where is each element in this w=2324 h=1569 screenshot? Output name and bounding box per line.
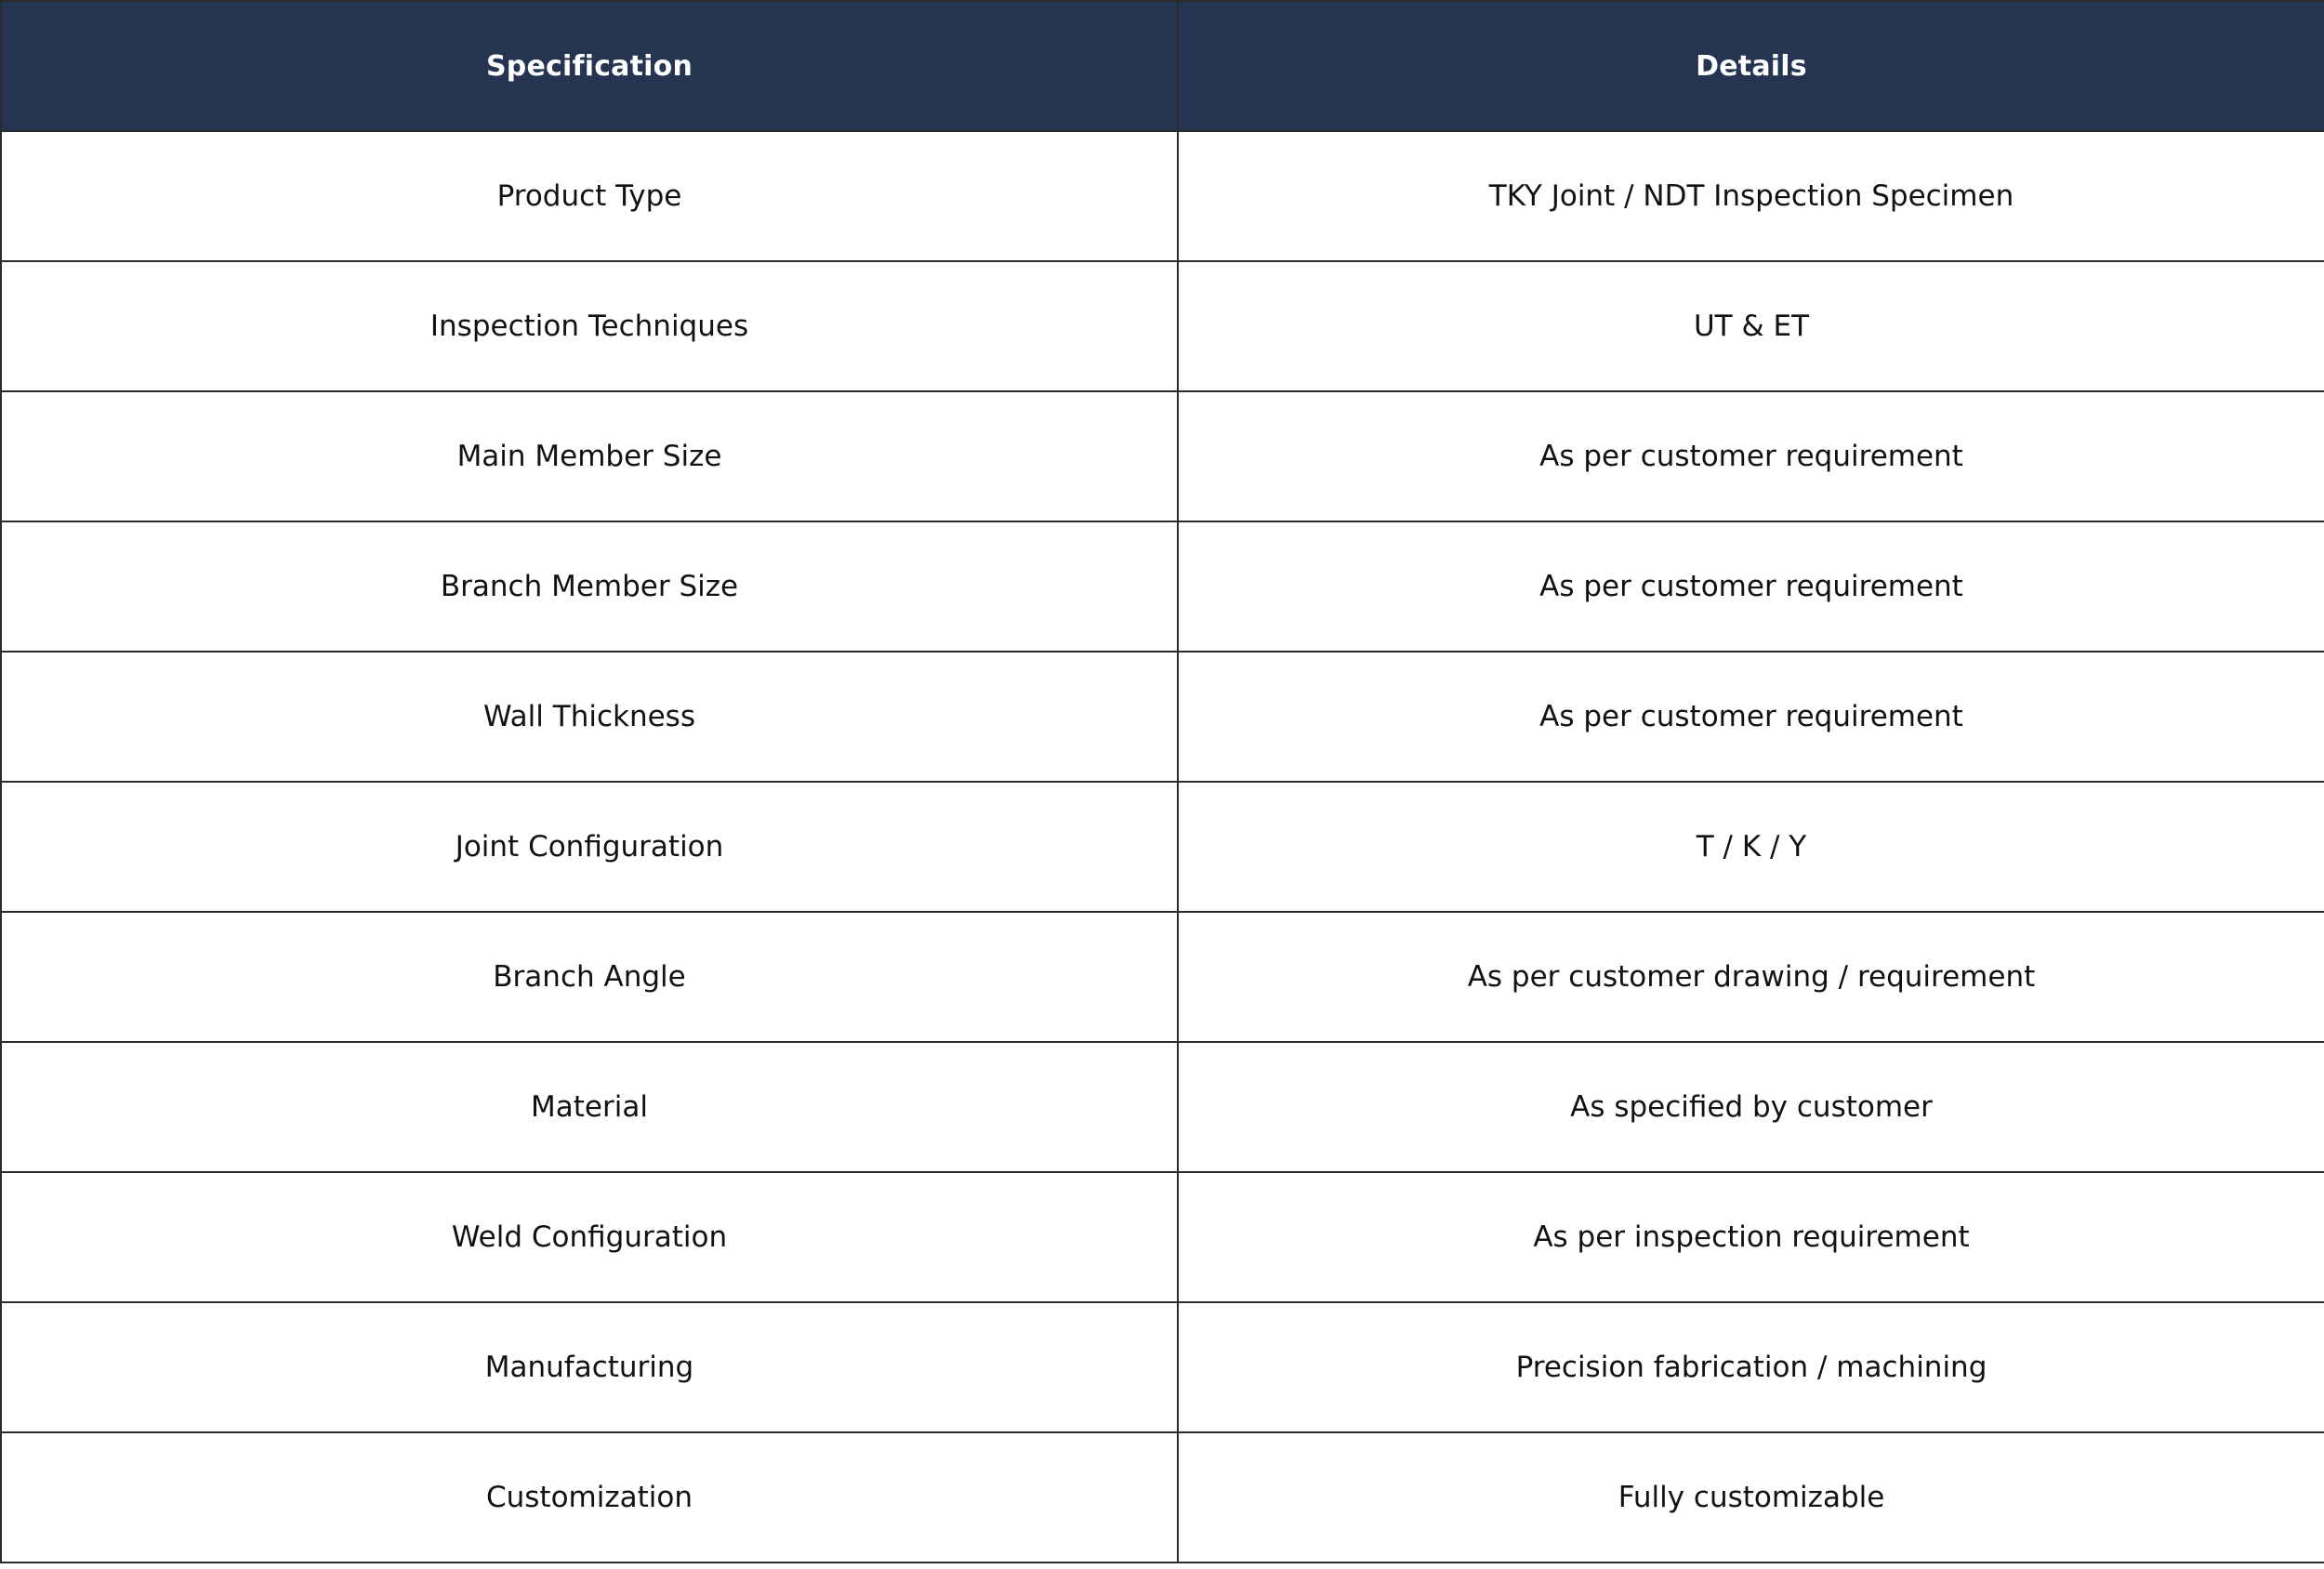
table-row bbox=[1, 1302, 2324, 1432]
details-cell: UT & ET bbox=[1178, 261, 2324, 391]
details-cell: Precision fabrication / machining bbox=[1178, 1302, 2324, 1432]
details-cell: As specified by customer bbox=[1178, 1042, 2324, 1172]
table-row bbox=[1, 131, 2324, 261]
spec-cell: Main Member Size bbox=[1, 391, 1178, 521]
table-header bbox=[1, 1, 2324, 131]
table-row bbox=[1, 1042, 2324, 1172]
details-cell: As per inspection requirement bbox=[1178, 1172, 2324, 1302]
table-row bbox=[1, 1432, 2324, 1562]
header-specification: Specification bbox=[1, 1, 1178, 131]
spec-cell: Inspection Techniques bbox=[1, 261, 1178, 391]
spec-cell: Branch Member Size bbox=[1, 521, 1178, 652]
spec-cell: Material bbox=[1, 1042, 1178, 1172]
details-cell: As per customer drawing / requirement bbox=[1178, 912, 2324, 1042]
details-cell: As per customer requirement bbox=[1178, 521, 2324, 652]
table-row bbox=[1, 391, 2324, 521]
details-cell: Fully customizable bbox=[1178, 1432, 2324, 1562]
spec-cell: Product Type bbox=[1, 131, 1178, 261]
header-row bbox=[1, 1, 2324, 131]
details-cell: T / K / Y bbox=[1178, 782, 2324, 912]
table-row bbox=[1, 912, 2324, 1042]
table-row bbox=[1, 521, 2324, 652]
spec-cell: Joint Configuration bbox=[1, 782, 1178, 912]
header-details: Details bbox=[1178, 1, 2324, 131]
spec-cell: Weld Configuration bbox=[1, 1172, 1178, 1302]
spec-cell: Wall Thickness bbox=[1, 652, 1178, 782]
spec-cell: Manufacturing bbox=[1, 1302, 1178, 1432]
details-cell: TKY Joint / NDT Inspection Specimen bbox=[1178, 131, 2324, 261]
table-row bbox=[1, 1172, 2324, 1302]
table-row bbox=[1, 261, 2324, 391]
details-cell: As per customer requirement bbox=[1178, 391, 2324, 521]
details-cell: As per customer requirement bbox=[1178, 652, 2324, 782]
table-row bbox=[1, 652, 2324, 782]
spec-cell: Customization bbox=[1, 1432, 1178, 1562]
table-body bbox=[1, 131, 2324, 1562]
spec-cell: Branch Angle bbox=[1, 912, 1178, 1042]
table-row bbox=[1, 782, 2324, 912]
